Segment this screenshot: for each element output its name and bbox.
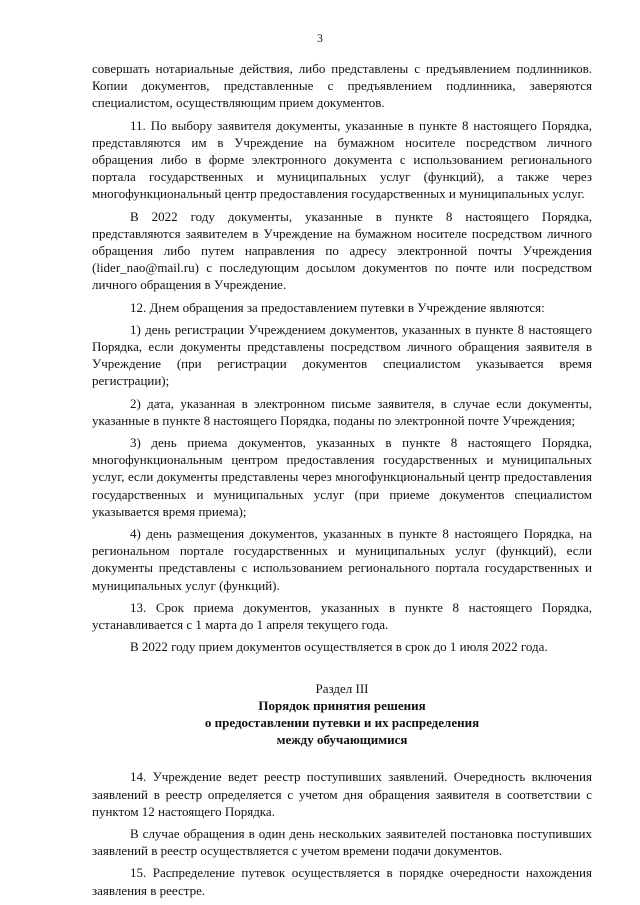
paragraph-subitem-2: 2) дата, указанная в электронном письме заявителя, в случае если документы, указанные в пункте 8 настоящего Порядка, поданы по электронной почте Учреждения; <box>92 395 592 428</box>
paragraph-item-14: 14. Учреждение ведет реестр поступивших заявлений. Очередность включения заявлений в реестр определяется с учетом дня обращения заявителя в соответствии с пунктом 12 настоящего Порядка. <box>92 769 592 819</box>
section-title-line: о предоставлении путевки и их распределения <box>204 714 480 730</box>
section-title-line: Порядок принятия решения <box>258 697 426 713</box>
paragraph-item-12: 12. Днем обращения за предоставлением путевки в Учреждение являются: <box>130 299 545 315</box>
paragraph-item-15: 15. Распределение путевок осуществляется в порядке очередности нахождения заявления в реестре. <box>92 865 592 898</box>
section-heading <box>92 680 592 749</box>
paragraph-2022-deadline: В 2022 году прием документов осуществляется в срок до 1 июля 2022 года. <box>130 639 548 655</box>
paragraph-subitem-1: 1) день регистрации Учреждением документов, указанных в пункте 8 настоящего Порядка, если документы представлены посредством личного обращения заявителя в Учреждение (при регистрации документов специалистом указывается время регистрации); <box>92 321 592 389</box>
document-body <box>92 60 592 899</box>
paragraph-continuation: совершать нотариальные действия, либо представлены с предъявлением подлинников. Копии документов, представленные с предъявлением подлинника, заверяются специалистом, осуществляющим прием документов. <box>92 61 592 111</box>
page-number: 3 <box>317 33 323 45</box>
section-title-line: между обучающимися <box>276 732 408 748</box>
paragraph-item-13: 13. Срок приема документов, указанных в пункте 8 настоящего Порядка, устанавливается с 1 марта до 1 апреля текущего года. <box>92 599 592 633</box>
section-label: Раздел III <box>315 680 369 696</box>
paragraph-2022-documents: В 2022 году документы, указанные в пункте 8 настоящего Порядка, представляются заявителем в Учреждение на бумажном носителе посредством личного обращения либо путем направления по адресу электронной почты Учреждения (lider_nao@mail.ru) с последующим досылом документов по почте или посредством личного обращения в Учреждение. <box>92 208 592 293</box>
paragraph-subitem-4: 4) день размещения документов, указанных в пункте 8 настоящего Порядка, на региональном портале государственных и муниципальных услуг (функций), если документы представлены с использованием регионального портала государственных и муниципальных услуг (функций). <box>92 526 592 593</box>
paragraph-subitem-3: 3) день приема документов, указанных в пункте 8 настоящего Порядка, многофункциональным центром предоставления государственных и муниципальных услуг, если документы представлены через многофункциональный центр предоставления государственных и муниципальных услуг (при приеме документов специалистом указывается время приема); <box>92 435 592 519</box>
paragraph-same-day: В случае обращения в один день нескольких заявителей постановка поступивших заявлений в реестр осуществляется с учетом времени подачи документов. <box>92 825 592 859</box>
paragraph-item-11: 11. По выбору заявителя документы, указанные в пункте 8 настоящего Порядка, представляются им в Учреждение на бумажном носителе посредством личного обращения либо в форме электронного документа с использованием регионального портала государственных и муниципальных услуг (функций), а также через многофункциональный центр предоставления государственных и муниципальных услуг. <box>92 117 592 202</box>
section-title <box>92 697 592 749</box>
